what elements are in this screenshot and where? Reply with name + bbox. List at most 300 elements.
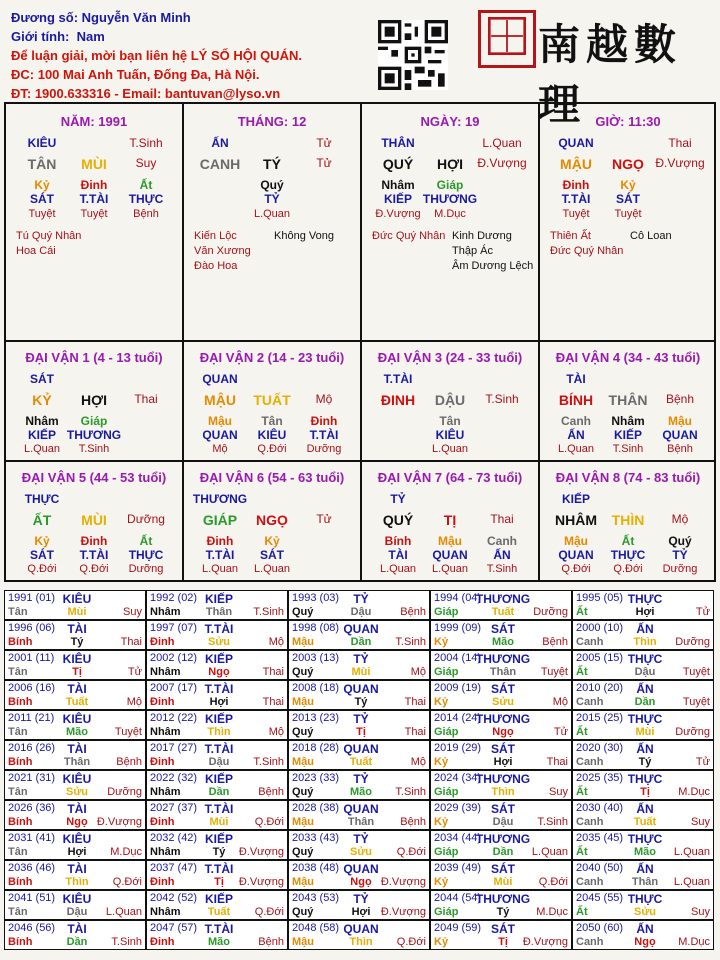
hidden-state: L.Quan [379,563,417,575]
annual-god: THỰC [627,832,663,846]
annual-cell [288,590,430,620]
hidden-state: T.Sinh [612,443,644,455]
annual-cell [430,710,572,740]
ten-god-top: KIÊU [27,136,57,150]
annual-god: QUAN [343,742,379,756]
annual-year: 2047 (57) [150,922,198,934]
annual-branch: Thân [63,756,91,768]
annual-branch: Thìn [491,786,515,798]
annual-year: 2005 (15) [576,652,624,664]
hidden-god: THỰC [610,548,646,562]
annual-god: QUAN [343,682,379,696]
annual-branch: Tị [214,876,224,888]
annual-god: KIẾP [204,652,234,666]
dai-van-state: Thai [134,392,158,406]
annual-god: ẤN [636,622,654,636]
annual-branch: Mão [66,726,88,738]
dai-van-branch: HỢI [81,392,107,408]
annual-branch: Mùi [351,666,371,678]
header-info [11,8,302,103]
star-left: Đức Quý Nhân [372,230,446,242]
star-left: Đào Hoa [194,260,238,272]
annual-state: Tử [553,726,568,738]
annual-state: Đ.Vượng [238,876,284,888]
annual-cell [430,620,572,650]
annual-god: THƯƠNG [475,832,531,846]
annual-stem: Kỷ [434,876,449,888]
hidden-stem: Kỷ [264,534,280,548]
annual-god: TÀI [67,622,87,636]
annual-state: Thai [120,636,142,648]
brand-seal [478,10,536,68]
annual-state: Tuyệt [682,666,710,678]
pillar-cell [362,104,540,342]
annual-cell [572,830,714,860]
annual-state: Mộ [410,666,426,678]
annual-year: 2023 (33) [292,772,340,784]
annual-stem: Giáp [434,666,459,678]
annual-god: T.TÀI [204,622,234,636]
annual-branch: Dần [208,786,230,798]
annual-year: 2011 (21) [8,712,55,724]
annual-god: TÀI [67,862,87,876]
annual-stem: Đinh [150,876,175,888]
hidden-stem: Đinh [206,534,234,548]
annual-state: Bệnh [258,786,284,798]
hidden-god: ẤN [493,548,511,562]
annual-year: 2043 (53) [292,892,340,904]
annual-stem: Ất [576,846,588,858]
annual-stem: Nhâm [150,786,181,798]
annual-year: 1992 (02) [150,592,198,604]
annual-god: THỰC [627,772,663,786]
annual-branch: Thìn [633,636,657,648]
annual-stem: Giáp [434,786,459,798]
annual-branch: Hợi [493,756,513,768]
annual-stem: Canh [576,756,604,768]
annual-year: 2048 (58) [292,922,340,934]
star-right: Không Vong [274,230,334,242]
annual-god: TỶ [353,652,369,666]
earthly-branch: MÙI [81,156,107,172]
annual-stem: Mậu [292,936,314,948]
annual-branch: Tuất [633,816,657,828]
star-left: Thiên Ất [550,230,591,242]
annual-state: L.Quan [105,906,142,918]
dai-van-title: ĐẠI VẬN 7 (64 - 73 tuổi) [377,470,523,485]
hidden-stem: Mậu [564,534,588,548]
hidden-stem: Nhâm [25,414,59,428]
dai-van-cell [184,462,362,582]
annual-year: 2034 (44) [434,832,482,844]
annual-god: T.TÀI [204,922,234,936]
dai-van-god: QUAN [202,372,238,386]
hidden-god: TỶ [672,548,688,562]
annual-god: KIÊU [62,832,92,846]
annual-god: ẤN [636,862,654,876]
annual-year: 2037 (47) [150,862,198,874]
annual-cell [288,890,430,920]
hidden-state: T.Sinh [78,443,110,455]
annual-cell [146,890,288,920]
annual-branch: Thìn [207,726,231,738]
annual-cell [146,650,288,680]
annual-year: 1999 (09) [434,622,482,634]
annual-branch: Mùi [209,816,229,828]
hidden-state: L.Quan [431,443,469,455]
annual-state: Đ.Vượng [522,936,568,948]
annual-state: T.Sinh [395,636,426,648]
annual-stem: Đinh [150,936,175,948]
annual-stem: Nhâm [150,906,181,918]
annual-branch: Dần [66,936,88,948]
hidden-state: Q.Đới [613,563,643,575]
dai-van-god: TÀI [566,372,586,386]
annual-state: Dưỡng [675,726,710,738]
ten-god-top: QUAN [558,136,594,150]
annual-year: 2014 (24) [434,712,482,724]
annual-state: Suy [123,606,142,618]
annual-stem: Đinh [150,816,175,828]
annual-stem: Tân [8,786,28,798]
annual-god: SÁT [491,742,515,756]
annual-stem: Ất [576,726,588,738]
hidden-god: THƯƠNG [66,428,122,442]
dai-van-title: ĐẠI VẬN 4 (34 - 43 tuổi) [555,350,701,365]
annual-state: Thai [404,726,426,738]
annual-state: L.Quan [531,846,568,858]
dai-van-cell [6,462,184,582]
annual-state: Mộ [410,756,426,768]
annual-year: 2009 (19) [434,682,482,694]
annual-state: Bệnh [400,606,426,618]
hidden-state: Đ.Vượng [375,208,421,220]
annual-branch: Hợi [67,846,87,858]
annual-year: 2016 (26) [8,742,56,754]
star-right: Kinh Dương [452,230,512,242]
annual-stem: Tân [8,906,28,918]
dai-van-god: THỰC [24,492,60,506]
dai-van-title: ĐẠI VẬN 8 (74 - 83 tuổi) [555,470,701,485]
annual-god: KIẾP [204,892,234,906]
annual-cell [4,620,146,650]
annual-branch: Ngọ [208,666,230,678]
dai-van-cell [540,342,716,462]
hidden-state: Q.Đới [257,443,287,455]
hidden-stem: Nhâm [611,414,645,428]
annual-year: 2012 (22) [150,712,198,724]
annual-branch: Mão [350,786,372,798]
annual-year: 2042 (52) [150,892,198,904]
annual-god: THƯƠNG [475,772,531,786]
dai-van-branch: THÂN [608,392,648,408]
annual-branch: Mùi [635,726,655,738]
annual-god: THƯƠNG [475,592,531,606]
annual-branch: Thìn [65,876,89,888]
hidden-state: Dưỡng [306,443,342,455]
annual-stem: Canh [576,936,604,948]
annual-state: Bệnh [400,816,426,828]
annual-state: Mộ [268,636,284,648]
annual-stem: Ất [576,666,588,678]
annual-state: Suy [691,906,710,918]
annual-stem: Mậu [292,756,314,768]
annual-branch: Ngọ [66,816,88,828]
annual-cell [430,770,572,800]
annual-god: QUAN [343,922,379,936]
hidden-stem: Tân [261,414,283,428]
annual-branch: Tị [72,666,82,678]
annual-god: KIÊU [62,712,92,726]
annual-god: TÀI [67,802,87,816]
annual-branch: Sửu [491,696,515,708]
hidden-god: KIẾP [613,428,643,442]
annual-god: TỶ [353,832,369,846]
annual-stem: Tân [8,666,28,678]
annual-branch: Tuất [65,696,89,708]
gender-value: Nam [76,29,105,44]
hidden-state: L.Quan [23,443,61,455]
annual-stem: Giáp [434,906,459,918]
annual-stem: Tân [8,846,28,858]
heavenly-stem: MẬU [560,156,592,172]
annual-stem: Bính [8,696,33,708]
annual-god: KIÊU [62,592,92,606]
annual-state: Thai [546,756,568,768]
hidden-stem: Đinh [80,178,108,192]
annual-state: Q.Đới [396,846,426,858]
pillar-cell [6,104,184,342]
annual-cell [146,590,288,620]
dai-van-cell [362,342,540,462]
pillar-grid [4,102,716,582]
hidden-state: Mộ [212,443,228,455]
hidden-stem: Nhâm [381,178,415,192]
annual-branch: Mùi [493,876,513,888]
annual-cell [4,650,146,680]
annual-cell [4,740,146,770]
annual-cell [4,890,146,920]
annual-branch: Mão [634,846,656,858]
annual-stem: Đinh [150,696,175,708]
annual-year: 1991 (01) [8,592,56,604]
annual-branch: Tý [638,756,652,768]
annual-year: 2033 (43) [292,832,340,844]
hidden-stem: Ất [139,534,153,548]
annual-cell [430,920,572,950]
annual-state: M.Dục [110,846,142,858]
annual-state: M.Dục [678,786,710,798]
annual-year: 2040 (50) [576,862,624,874]
annual-state: Q.Đới [254,816,284,828]
annual-year: 2039 (49) [434,862,482,874]
dai-van-cell [362,462,540,582]
annual-branch: Tị [498,936,508,948]
dai-van-stem: NHÂM [555,512,597,528]
hidden-state: Tuyệt [80,208,108,220]
heavenly-stem: CANH [199,156,241,172]
annual-stem: Bính [8,816,33,828]
annual-stem: Mậu [292,816,314,828]
annual-branch: Tị [356,726,366,738]
top-state: Thai [668,136,692,150]
annual-branch: Tý [70,636,84,648]
earthly-branch: TÝ [263,156,281,172]
hidden-stem: Quý [260,178,284,192]
hidden-god: QUAN [558,548,594,562]
annual-cell [430,650,572,680]
annual-stem: Tân [8,726,28,738]
annual-cell [146,680,288,710]
annual-state: Dưỡng [107,786,142,798]
annual-state: T.Sinh [253,606,284,618]
annual-god: SÁT [491,862,515,876]
annual-cell [4,800,146,830]
hidden-state: L.Quan [557,443,595,455]
name-value: Nguyễn Văn Minh [81,10,191,25]
dai-van-branch: MÙI [81,512,107,528]
annual-year: 2013 (23) [292,712,340,724]
branch-state: Đ.Vượng [655,156,705,170]
hidden-god: T.TÀI [561,192,591,206]
annual-cell [572,650,714,680]
annual-cell [146,860,288,890]
annual-cell [146,920,288,950]
annual-god: T.TÀI [204,802,234,816]
annual-god: ẤN [636,682,654,696]
dai-van-title: ĐẠI VẬN 2 (14 - 23 tuổi) [199,350,345,365]
dai-van-branch: THÌN [611,512,645,528]
annual-year: 2045 (55) [576,892,624,904]
annual-stem: Nhâm [150,726,181,738]
hidden-god: QUAN [432,548,468,562]
hidden-god: ẤN [567,428,585,442]
annual-cell [430,890,572,920]
annual-god: ẤN [636,802,654,816]
annual-branch: Dần [634,696,656,708]
annual-year: 1994 (04) [434,592,482,604]
hidden-god: QUAN [662,428,698,442]
annual-stem: Quý [292,606,314,618]
annual-state: M.Dục [678,936,710,948]
annual-cell [4,710,146,740]
annual-year: 2001 (11) [8,652,55,664]
annual-cell [572,860,714,890]
annual-stem: Quý [292,846,314,858]
dai-van-god: T.TÀI [383,372,413,386]
star-right: Âm Dương Lệch [452,260,534,272]
annual-year: 2021 (31) [8,772,56,784]
annual-branch: Dần [350,636,372,648]
annual-year: 2035 (45) [576,832,624,844]
hidden-stem: Canh [561,414,591,428]
dai-van-title: ĐẠI VẬN 1 (4 - 13 tuổi) [25,350,163,365]
hidden-stem: Kỷ [620,178,636,192]
annual-stem: Bính [8,636,33,648]
annual-state: L.Quan [673,846,710,858]
annual-cell [4,830,146,860]
dai-van-state: T.Sinh [485,392,519,406]
annual-cell [288,830,430,860]
annual-cell [572,740,714,770]
annual-year: 2006 (16) [8,682,56,694]
annual-state: T.Sinh [253,756,284,768]
annual-cell [146,800,288,830]
annual-stem: Nhâm [150,846,181,858]
hidden-stem: Mậu [438,534,462,548]
hidden-stem: Bính [384,534,412,548]
annual-state: Mộ [552,696,568,708]
dai-van-title: ĐẠI VẬN 5 (44 - 53 tuổi) [21,470,167,485]
annual-year: 2032 (42) [150,832,198,844]
annual-stem: Kỷ [434,756,449,768]
earthly-branch: NGỌ [612,156,644,172]
hidden-state: Q.Đới [27,563,57,575]
annual-branch: Tý [496,906,510,918]
hidden-state: Dưỡng [128,563,164,575]
annual-stem: Quý [292,786,314,798]
hidden-state: Bệnh [133,208,159,220]
star-left: Hoa Cái [16,245,56,257]
annual-year: 2018 (28) [292,742,340,754]
annual-god: T.TÀI [204,862,234,876]
annual-branch: Mão [492,636,514,648]
annual-year: 2027 (37) [150,802,198,814]
hidden-state: L.Quan [201,563,239,575]
dai-van-stem: QUÝ [382,512,414,528]
hidden-state: Tuyệt [28,208,56,220]
hidden-stem: Kỷ [34,178,50,192]
dai-van-god: TỶ [390,492,406,506]
annual-stem: Đinh [150,636,175,648]
annual-year: 2036 (46) [8,862,56,874]
annual-year: 1993 (03) [292,592,340,604]
annual-state: Q.Đới [538,876,568,888]
annual-year: 2019 (29) [434,742,482,754]
annual-year: 2046 (56) [8,922,56,934]
address-line: ĐC: 100 Mai Anh Tuấn, Đống Đa, Hà Nội. [11,67,260,82]
annual-god: TÀI [67,922,87,936]
hidden-state: Q.Đới [561,563,591,575]
annual-stem: Canh [576,636,604,648]
hidden-stem: Ất [621,534,635,548]
annual-state: Q.Đới [396,936,426,948]
annual-cell [4,590,146,620]
annual-stem: Quý [292,666,314,678]
branch-state: Tử [316,156,332,170]
dai-van-cell [184,342,362,462]
annual-stem: Bính [8,936,33,948]
hidden-god: KIÊU [435,428,465,442]
ten-god-top: ẤN [211,136,229,150]
annual-state: Đ.Vượng [96,816,142,828]
annual-state: Bệnh [258,936,284,948]
annual-god: KIẾP [204,712,234,726]
annual-stem: Ất [576,606,588,618]
annual-stem: Mậu [292,876,314,888]
hidden-stem: Mậu [668,414,692,428]
hidden-state: L.Quan [253,563,291,575]
annual-cell [4,680,146,710]
hidden-state: M.Dục [434,208,466,220]
annual-year: 2025 (35) [576,772,624,784]
qr-code-icon [378,20,448,90]
hidden-stem: Mậu [208,414,232,428]
annual-god: QUAN [343,862,379,876]
annual-branch: Thìn [349,936,373,948]
annual-cell [288,800,430,830]
annual-cell [430,830,572,860]
